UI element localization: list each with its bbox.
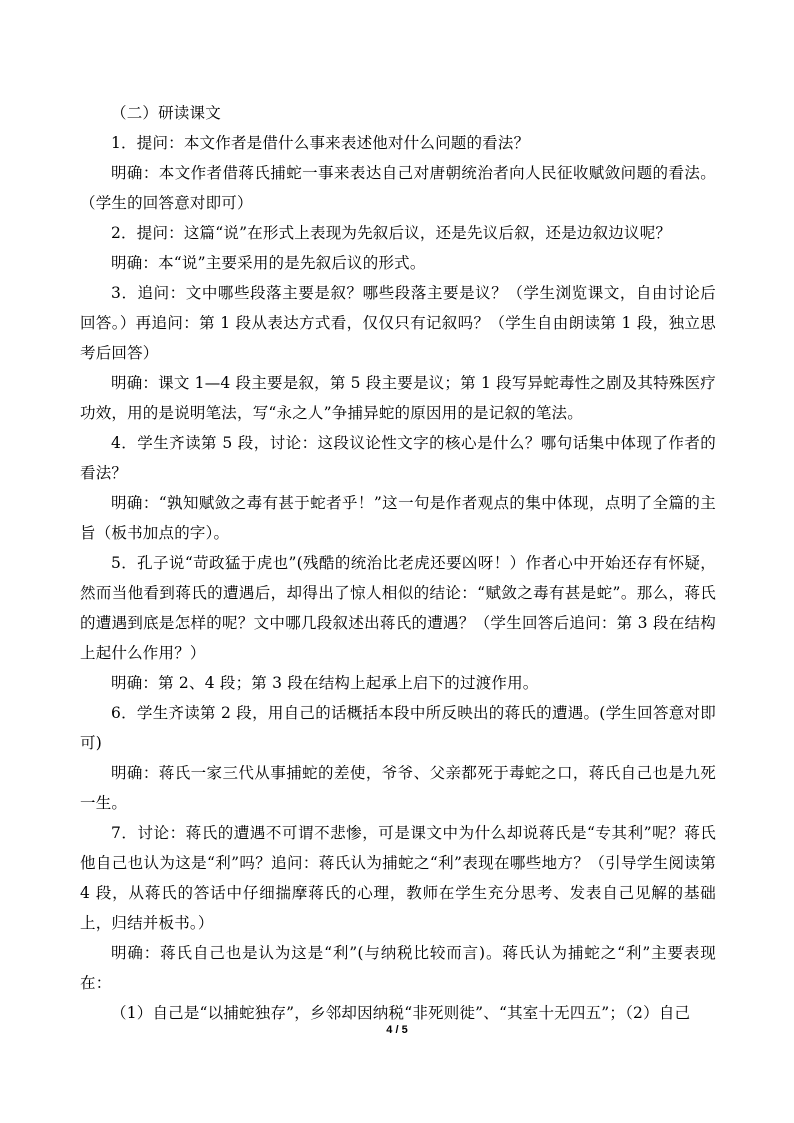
question-1: 1．提问：本文作者是借什么事来表述他对什么问题的看法？ <box>111 134 530 152</box>
answer-7: 明确：蒋氏自己也是认为这是“利”(与纳税比较而言)。蒋氏认为捕蛇之“利”主要表现在： <box>80 944 716 992</box>
section-heading: （二）研读课文 <box>111 104 221 122</box>
document-body <box>80 98 716 1028</box>
page-number: 4 / 5 <box>386 1024 408 1036</box>
answer-5: 明确：第 2、4 段；第 3 段在结构上起承上启下的过渡作用。 <box>111 674 539 692</box>
answer-4: 明确：“孰知赋敛之毒有甚于蛇者乎！”这一句是作者观点的集中体现，点明了全篇的主旨（板书加点的字）。 <box>80 494 716 542</box>
answer-2: 明确：本“说”主要采用的是先叙后议的形式。 <box>111 254 426 272</box>
answer-7-list: （1）自己是“以捕蛇独存”，乡邻却因纳税“非死则徙”、“其室十无四五”；（2）自己 <box>111 1004 691 1022</box>
question-5: 5．孔子说“苛政猛于虎也”(残酷的统治比老虎还要凶呀！）作者心中开始还存有怀疑，然而当他看到蒋氏的遭遇后，却得出了惊人相似的结论：“赋敛之毒有甚是蛇”。那么，蒋氏的遭遇到底是怎样的呢？文中哪几段叙述出蒋氏的遭遇？（学生回答后追问：第 3 段在结构上起什么作用？） <box>80 554 716 662</box>
question-4: 4．学生齐读第 5 段，讨论：这段议论性文字的核心是什么？哪句话集中体现了作者的看法？ <box>80 434 716 482</box>
question-6: 6．学生齐读第 2 段，用自己的话概括本段中所反映出的蒋氏的遭遇。(学生回答意对即可) <box>80 704 716 752</box>
question-7: 7．讨论：蒋氏的遭遇不可谓不悲惨，可是课文中为什么却说蒋氏是“专其利”呢？蒋氏他自己也认为这是“利”吗？追问：蒋氏认为捕蛇之“利”表现在哪些地方？（引导学生阅读第 4 段，从蒋氏的答话中仔细揣摩蒋氏的心理，教师在学生充分思考、发表自己见解的基础上，归结并板书。） <box>80 824 716 932</box>
answer-1: 明确：本文作者借蒋氏捕蛇一事来表达自己对唐朝统治者向人民征收赋敛问题的看法。（学生的回答意对即可） <box>80 164 716 212</box>
answer-6: 明确：蒋氏一家三代从事捕蛇的差使，爷爷、父亲都死于毒蛇之口，蒋氏自己也是九死一生。 <box>80 764 716 812</box>
question-3: 3．追问：文中哪些段落主要是叙？哪些段落主要是议？（学生浏览课文，自由讨论后回答。）再追问：第 1 段从表达方式看，仅仅只有记叙吗？（学生自由朗读第 1 段，独立思考后回答） <box>80 284 716 362</box>
answer-3: 明确：课文 1—4 段主要是叙，第 5 段主要是议；第 1 段写异蛇毒性之剧及其特殊医疗功效，用的是说明笔法，写“永之人”争捕异蛇的原因用的是记叙的笔法。 <box>80 374 716 422</box>
question-2: 2．提问：这篇“说”在形式上表现为先叙后议，还是先议后叙，还是边叙边议呢？ <box>111 224 672 242</box>
